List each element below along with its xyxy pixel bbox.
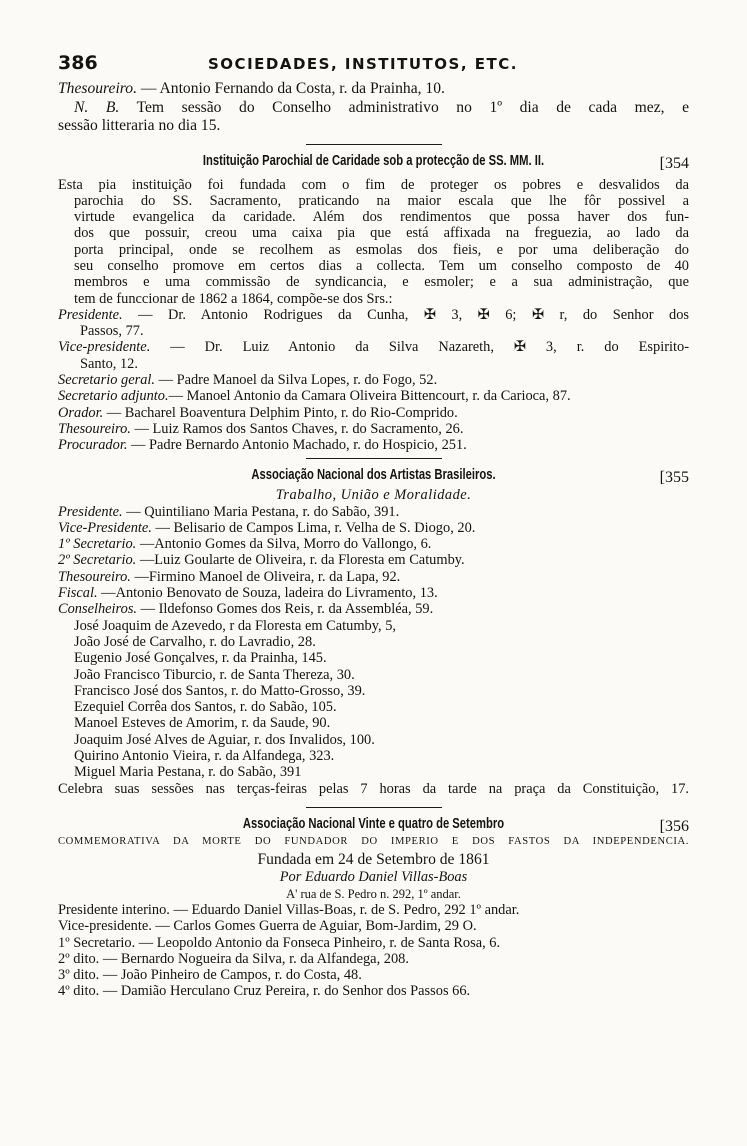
section-355-heading: [58, 467, 689, 487]
list-item: Procurador. — Padre Bernardo Antonio Machado, r. do Hospicio, 251.: [58, 437, 467, 454]
list-item: João Francisco Tiburcio, r. de Santa Thereza, 30.: [74, 666, 355, 683]
running-head: [58, 52, 689, 80]
list-item: Conselheiros. — Ildefonso Gomes dos Reis, r. da Assembléa, 59.: [58, 601, 434, 618]
section-rule: [306, 458, 442, 459]
list-item: Thesoureiro. —Firmino Manoel de Oliveira, r. da Lapa, 92.: [58, 568, 401, 585]
section-355-footer: Celebra suas sessões nas terças-feiras pelas 7 horas da tarde na praça da Constituição, 17.: [58, 780, 689, 797]
list-item: Vice-presidente. — Carlos Gomes Guerra de Aguiar, Bom-Jardim, 29 O.: [58, 918, 477, 935]
section-rule: [306, 144, 442, 145]
opening-role: Thesoureiro.: [58, 80, 137, 97]
opening-line-2: N. B. Tem sessão do Conselho administrativo no 1º dia de cada mez, e: [74, 98, 689, 116]
opening-line-1: Thesoureiro. — Antonio Fernando da Costa, r. da Prainha, 10.: [58, 80, 445, 97]
section-354-officers: Presidente. — Dr. Antonio Rodrigues da Cunha, ✠ 3, ✠ 6; ✠ r, do Senhor dos Passos, 77. Vice-presidente. — Dr. Luiz Antonio da Silva Nazareth, ✠ 3, r. do Espirito- Santo, 12. Secretario geral. — Padre Manoel da Silva Lopes, r. do Fogo, 52. Secretario adjunto.— Manoel Antonio da Camara Oliveira Bittencourt, r. da Carioca, 87. Orador. — Bacharel Boaventura Delphim Pinto, r. do Rio-Comprido. Thesoureiro. — Luiz Ramos dos Santos Chaves, r. do Sacramento, 26. Procurador. — Padre Bernardo Antonio Machado, r. do Hospicio, 251.: [58, 306, 689, 454]
list-item: Orador. — Bacharel Boaventura Delphim Pinto, r. do Rio-Comprido.: [58, 404, 458, 421]
section-356-number: [356: [659, 817, 689, 835]
list-item: 2º Secretario. —Luiz Goularte de Oliveira, r. da Floresta em Catumby.: [58, 552, 465, 569]
list-item: Quirino Antonio Vieira, r. da Alfandega, 323.: [74, 748, 335, 764]
section-rule: [306, 807, 442, 808]
section-355-title: Associação Nacional dos Artistas Brasileiros.: [251, 466, 496, 483]
list-item: Joaquim José Alves de Aguiar, r. dos Invalidos, 100.: [74, 731, 375, 748]
list-item: Vice-Presidente. — Belisario de Campos Lima, r. Velha de S. Diogo, 20.: [58, 519, 476, 536]
section-354-title: Instituição Parochial de Caridade sob a protecção de SS. MM. II.: [202, 152, 545, 169]
list-item: Manoel Esteves de Amorim, r. da Saude, 90.: [74, 715, 331, 732]
list-item: José Joaquim de Azevedo, r da Floresta em Catumby, 5,: [74, 617, 396, 634]
list-item: 1º Secretario. — Leopoldo Antonio da Fonseca Pinheiro, r. de Santa Rosa, 6.: [58, 934, 501, 951]
page-number: 386: [58, 52, 98, 74]
list-item: Francisco José dos Santos, r. do Matto-Grosso, 39.: [74, 682, 366, 699]
list-item: Eugenio José Gonçalves, r. da Prainha, 145.: [74, 650, 327, 667]
list-item: Presidente. — Quintiliano Maria Pestana, r. do Sabão, 391.: [58, 503, 400, 520]
list-item: 2º dito. — Bernardo Nogueira da Silva, r. da Alfandega, 208.: [58, 950, 409, 967]
section-355-officers: [58, 504, 689, 618]
list-item: Secretario adjunto.— Manoel Antonio da Camara Oliveira Bittencourt, r. da Carioca, 87.: [58, 388, 571, 405]
list-item: Secretario geral. — Padre Manoel da Silva Lopes, r. do Fogo, 52.: [58, 372, 438, 389]
list-item: Thesoureiro. — Luiz Ramos dos Santos Chaves, r. do Sacramento, 26.: [58, 420, 464, 437]
list-item: 4º dito. — Damião Herculano Cruz Pereira, r. do Senhor dos Passos 66.: [58, 983, 471, 1000]
section-356-subtitle: COMMEMORATIVA DA MORTE DO FUNDADOR DO IMPERIO E DOS FASTOS DA INDEPENDENCIA.: [58, 835, 689, 847]
list-item: 3º dito. — João Pinheiro de Campos, r. do Costa, 48.: [58, 967, 362, 984]
section-356-address: A' rua de S. Pedro n. 292, 1º andar.: [286, 886, 461, 901]
list-item: Ezequiel Corrêa dos Santos, r. do Sabão, 105.: [74, 699, 337, 716]
list-item: Miguel Maria Pestana, r. do Sabão, 391: [74, 764, 302, 781]
opening-line-3: sessão litteraria no dia 15.: [58, 117, 221, 134]
list-item: Vice-presidente. — Dr. Luiz Antonio da Silva Nazareth, ✠ 3, r. do Espirito-: [58, 339, 689, 356]
section-356-title: Associação Nacional Vinte e quatro de Setembro: [242, 815, 505, 832]
list-item: João José de Carvalho, r. do Lavradio, 28.: [74, 633, 316, 650]
section-354-number: [354: [659, 154, 689, 172]
section-356-heading: [58, 816, 689, 836]
section-356-founder: Por Eduardo Daniel Villas-Boas: [279, 869, 468, 886]
section-356-founded: Fundada em 24 de Setembro de 1861: [257, 850, 490, 868]
list-item: Presidente. — Dr. Antonio Rodrigues da Cunha, ✠ 3, ✠ 6; ✠ r, do Senhor dos: [58, 306, 689, 323]
list-item: Presidente interino. — Eduardo Daniel Villas-Boas, r. de S. Pedro, 292 1º andar.: [58, 901, 520, 918]
section-355-number: [355: [659, 468, 689, 486]
section-356-officers: [58, 902, 689, 1000]
section-355-councillors: [58, 618, 689, 781]
list-item: Fiscal. —Antonio Benovato de Souza, ladeira do Livramento, 13.: [58, 585, 438, 602]
running-title: SOCIEDADES, INSTITUTOS, ETC.: [208, 55, 518, 73]
section-355-motto: Trabalho, União e Moralidade.: [275, 486, 472, 503]
section-354-paragraph: Esta pia instituição foi fundada com o fim de proteger os pobres e desvalidos da parochia do SS. Sacramento, praticando na maior escala que lhe fôr possivel a virtude evangelica da caridade. Além dos rendimentos que possa haver dos fun- dos que possuir, creou uma caixa pia que está affixada na freguezia, ao lado da porta principal, onde se recolhem as esmolas dos fieis, e por uma deliberação do seu conselho promove em certos dias a collecta. Tem um conselho composto de 40 membros e uma commissão de syndicancia, e esmoler; e a sua administração, que tem de funccionar de 1862 a 1864, compõe-se dos Srs.:: [58, 176, 689, 307]
section-354-heading: [58, 153, 689, 173]
list-item: 1º Secretario. —Antonio Gomes da Silva, Morro do Vallongo, 6.: [58, 536, 432, 553]
